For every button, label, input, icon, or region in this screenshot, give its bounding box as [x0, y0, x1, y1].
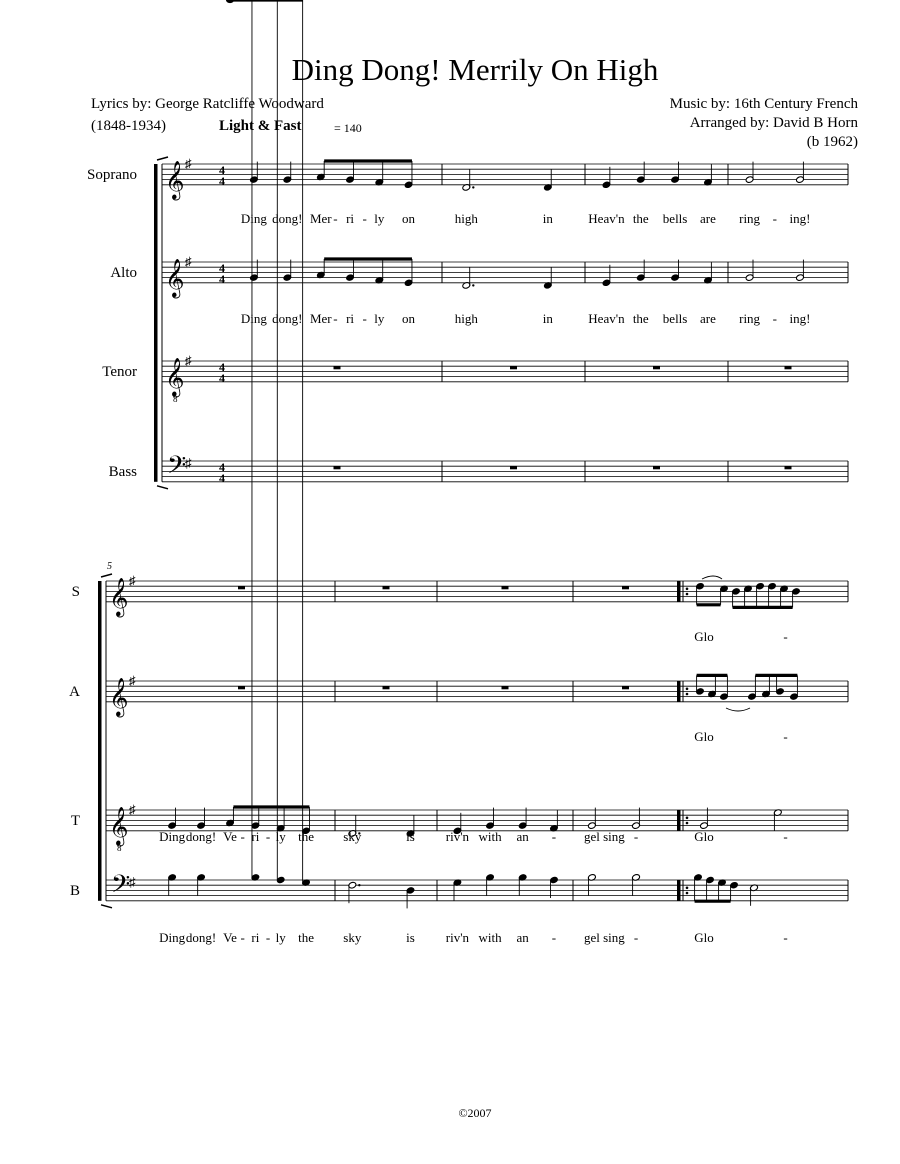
sharp-icon: ♯: [129, 874, 136, 890]
lyric-syllable: gel: [583, 829, 600, 844]
lyric-syllable: the: [632, 211, 649, 226]
lyric-syllable: the: [298, 829, 314, 844]
lyric-syllable: is: [406, 930, 415, 945]
lyric-syllable: are: [700, 211, 716, 226]
staff-name: Soprano: [87, 167, 137, 183]
treble-clef-icon: 𝄞: [109, 580, 129, 616]
time-signature-top: 4: [219, 360, 225, 374]
measure-number: 5: [107, 561, 112, 572]
lyric-hyphen: -: [783, 829, 788, 844]
whole-rest: [653, 466, 660, 469]
lyric-syllable: riv'n: [445, 829, 470, 844]
arranger-years: (b 1962): [806, 134, 858, 150]
lyric-syllable: ing!: [789, 211, 811, 226]
lyric-hyphen: -: [772, 211, 777, 226]
repeat-thick-bar: [677, 581, 681, 602]
time-signature-bottom: 4: [219, 272, 225, 286]
whole-rest: [334, 366, 341, 369]
whole-rest: [785, 366, 792, 369]
lyric-syllable: Ding: [240, 311, 267, 326]
sharp-icon: ♯: [129, 802, 136, 817]
whole-rest: [510, 466, 517, 469]
lyric-hyphen: -: [362, 211, 367, 226]
lyric-syllable: ing!: [789, 311, 811, 326]
lyric-syllable: ri: [251, 930, 260, 945]
lyric-syllable: riv'n: [445, 930, 470, 945]
staff-name: Tenor: [102, 364, 137, 380]
octave-marker: 8: [117, 843, 122, 853]
metronome-mark: = 140: [334, 121, 362, 135]
lyric-syllable: Glo: [694, 629, 714, 644]
sharp-icon: ♯: [185, 156, 192, 171]
repeat-thick-bar: [677, 810, 681, 831]
repeat-thick-bar: [677, 681, 681, 702]
tie-icon: [702, 576, 722, 579]
staff-name: A: [69, 684, 80, 700]
lyric-hyphen: -: [772, 311, 777, 326]
time-signature-bottom: 4: [219, 471, 225, 485]
lyric-syllable: ri: [346, 311, 355, 326]
lyric-syllable: ri: [251, 829, 260, 844]
lyric-syllable: Ve: [223, 930, 237, 945]
lyric-syllable: Ding: [159, 829, 186, 844]
lyric-hyphen: -: [240, 930, 245, 945]
repeat-dot: [686, 688, 689, 691]
lyric-syllable: ring: [739, 211, 761, 226]
staff-name: Alto: [110, 265, 137, 281]
lyric-hyphen: -: [333, 211, 338, 226]
lyric-syllable: the: [298, 930, 314, 945]
time-signature-top: 4: [219, 460, 225, 474]
lyric-syllable: gel: [583, 930, 600, 945]
lyric-syllable: ly: [275, 930, 286, 945]
lyric-syllable: sky: [343, 930, 362, 945]
system-bracket: [154, 164, 158, 482]
lyric-syllable: with: [478, 930, 502, 945]
treble-clef-icon: 𝄞: [165, 163, 185, 199]
lyric-syllable: ly: [275, 829, 286, 844]
lyric-syllable: bells: [662, 311, 688, 326]
lyric-syllable: Ding: [159, 930, 186, 945]
lyricist-credit: Lyrics by: George Ratcliffe Woodward: [91, 96, 324, 112]
lyric-syllable: high: [454, 311, 478, 326]
lyric-syllable: sing: [603, 930, 625, 945]
time-signature-top: 4: [219, 163, 225, 177]
sharp-icon: ♯: [185, 254, 192, 269]
lyric-syllable: in: [542, 311, 553, 326]
lyric-syllable: Mer: [309, 211, 332, 226]
tie-icon: [726, 708, 750, 711]
treble-clef-icon: 𝄞: [109, 809, 129, 845]
lyric-syllable: on: [402, 211, 416, 226]
lyric-hyphen: -: [240, 829, 245, 844]
lyric-syllable: dong!: [185, 829, 217, 844]
whole-rest: [653, 366, 660, 369]
whole-rest: [622, 686, 629, 689]
lyric-hyphen: -: [783, 629, 788, 644]
whole-rest: [383, 586, 390, 589]
whole-rest: [502, 686, 509, 689]
lyric-hyphen: -: [633, 829, 639, 844]
octave-marker: 8: [173, 394, 178, 404]
lyric-hyphen: -: [333, 311, 338, 326]
dot-icon: [472, 284, 474, 286]
whole-rest: [238, 686, 245, 689]
whole-rest: [334, 466, 341, 469]
lyric-syllable: Heav'n: [588, 311, 625, 326]
lyric-syllable: sky: [343, 829, 362, 844]
staff-name: Bass: [108, 464, 137, 480]
time-signature-bottom: 4: [219, 371, 225, 385]
lyric-syllable: Ding: [240, 211, 267, 226]
lyric-syllable: with: [478, 829, 502, 844]
lyric-syllable: Heav'n: [588, 211, 625, 226]
bracket-hook: [101, 574, 112, 577]
lyric-syllable: dong!: [272, 211, 303, 226]
lyric-syllable: bells: [662, 211, 688, 226]
tempo-marking: Light & Fast: [219, 118, 302, 134]
sharp-icon: ♯: [129, 673, 136, 688]
lyricist-years: (1848-1934): [91, 118, 166, 134]
system-bracket: [98, 581, 102, 901]
repeat-dot: [686, 887, 689, 890]
lyric-syllable: in: [542, 211, 553, 226]
copyright-notice: ©2007: [458, 1106, 492, 1120]
bass-clef-icon: 𝄢: [111, 871, 131, 904]
lyric-hyphen: -: [633, 930, 639, 945]
repeat-dot: [686, 593, 689, 596]
lyric-hyphen: -: [551, 829, 557, 844]
lyric-syllable: Glo: [694, 930, 714, 945]
lyric-hyphen: -: [362, 311, 367, 326]
arranger-credit: Arranged by: David B Horn: [689, 115, 858, 131]
composer-credit: Music by: 16th Century French: [669, 96, 858, 112]
lyric-hyphen: -: [265, 829, 271, 844]
whole-rest: [622, 586, 629, 589]
lyric-syllable: Glo: [694, 829, 714, 844]
time-signature-bottom: 4: [219, 174, 225, 188]
bass-clef-icon: 𝄢: [167, 452, 187, 485]
lyric-hyphen: -: [783, 930, 788, 945]
lyric-syllable: an: [516, 829, 529, 844]
score-title: Ding Dong! Merrily On High: [291, 52, 659, 87]
repeat-dot: [686, 892, 689, 895]
sharp-icon: ♯: [185, 353, 192, 368]
bracket-hook: [101, 905, 112, 908]
repeat-thick-bar: [677, 880, 681, 901]
lyric-syllable: ly: [374, 311, 385, 326]
repeat-dot: [686, 822, 689, 825]
lyric-syllable: the: [632, 311, 649, 326]
lyric-syllable: Mer: [309, 311, 332, 326]
staff-name: T: [70, 813, 80, 829]
bracket-hook: [157, 486, 168, 489]
lyric-syllable: on: [402, 311, 416, 326]
lyric-syllable: are: [700, 311, 716, 326]
sharp-icon: ♯: [129, 573, 136, 588]
lyric-syllable: Glo: [694, 729, 714, 744]
whole-rest: [502, 586, 509, 589]
lyric-syllable: ri: [346, 211, 355, 226]
staff-name: B: [69, 883, 80, 899]
sharp-icon: ♯: [185, 455, 192, 471]
lyric-syllable: high: [454, 211, 478, 226]
repeat-dot: [686, 588, 689, 591]
whole-rest: [785, 466, 792, 469]
treble-clef-icon: 𝄞: [165, 360, 185, 396]
repeat-dot: [686, 693, 689, 696]
lyric-syllable: ly: [374, 211, 385, 226]
whole-rest: [238, 586, 245, 589]
dot-icon: [358, 884, 360, 886]
lyric-hyphen: -: [783, 729, 788, 744]
lyric-hyphen: -: [265, 930, 271, 945]
lyric-syllable: ring: [739, 311, 761, 326]
bracket-hook: [157, 157, 168, 160]
treble-clef-icon: 𝄞: [109, 680, 129, 716]
lyric-syllable: is: [406, 829, 415, 844]
time-signature-top: 4: [219, 261, 225, 275]
lyric-syllable: dong!: [272, 311, 303, 326]
lyric-syllable: dong!: [185, 930, 217, 945]
whole-rest: [383, 686, 390, 689]
lyric-syllable: an: [516, 930, 529, 945]
lyric-hyphen: -: [551, 930, 557, 945]
staff-name: S: [71, 584, 80, 600]
repeat-dot: [686, 817, 689, 820]
lyric-syllable: sing: [603, 829, 625, 844]
dot-icon: [472, 186, 474, 188]
whole-rest: [510, 366, 517, 369]
lyric-syllable: Ve: [223, 829, 237, 844]
treble-clef-icon: 𝄞: [165, 261, 185, 297]
